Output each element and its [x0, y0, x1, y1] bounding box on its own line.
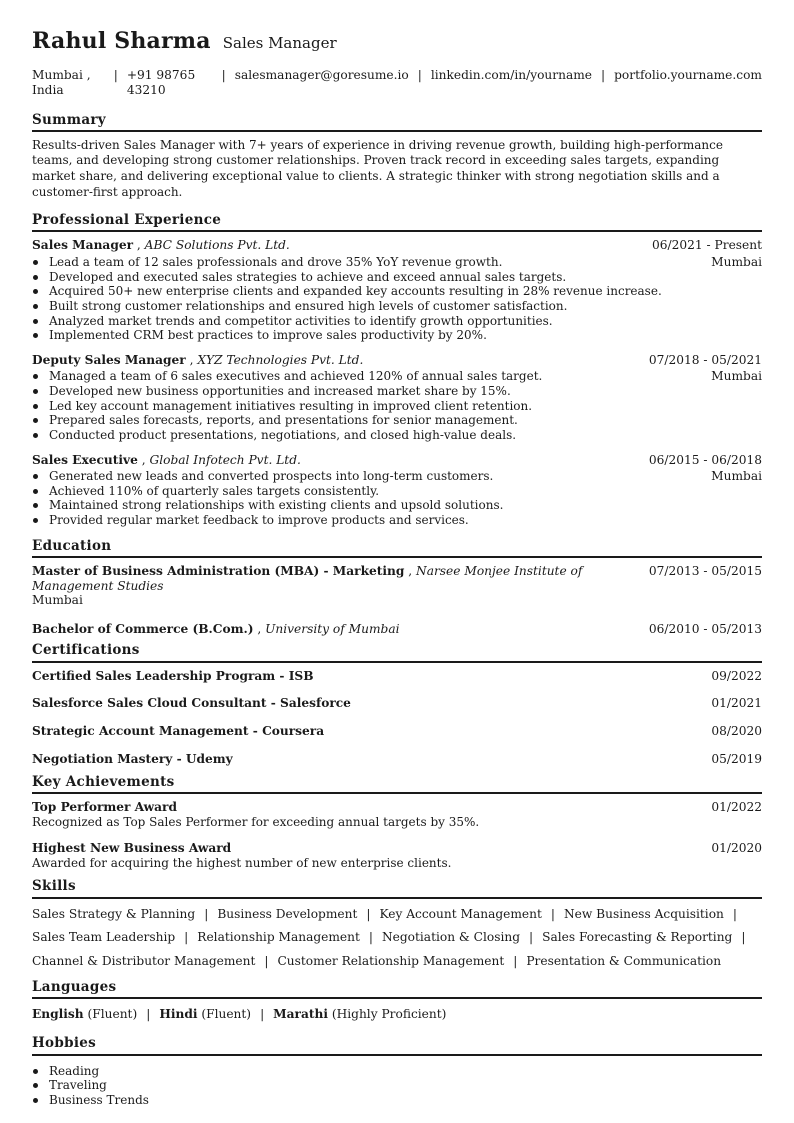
certifications-section [32, 642, 762, 766]
education-entry [32, 622, 762, 637]
skill-item: New Business Acquisition [563, 906, 724, 921]
certification-item [32, 752, 762, 767]
skill-separator: | [550, 906, 555, 921]
contact-separator: | [417, 68, 422, 83]
section-title: Education [32, 538, 762, 558]
certification-date: 09/2022 [711, 668, 762, 683]
language-separator: | [146, 1006, 151, 1021]
job-location: Mumbai [711, 469, 762, 484]
entry-heading: Sales Executive , Global Infotech Pvt. Ltd. [32, 452, 301, 467]
certification-name: Salesforce Sales Cloud Consultant - Salesforce [32, 696, 351, 711]
language-separator: | [260, 1006, 265, 1021]
contact-line [32, 68, 762, 97]
skill-separator: | [204, 906, 209, 921]
list-item: Lead a team of 12 sales professionals and drove 35% YoY revenue growth. [32, 255, 662, 270]
job-dates: 07/2018 - 05/2021 [648, 352, 762, 367]
skill-item: Sales Strategy & Planning [32, 906, 196, 921]
education-entry [32, 564, 762, 608]
list-item: Reading [32, 1064, 762, 1079]
candidate-role: Sales Manager [222, 34, 337, 52]
skill-item: Key Account Management [379, 906, 542, 921]
certification-item [32, 696, 762, 711]
job-location: Mumbai [711, 255, 762, 270]
list-item: Developed new business opportunities and increased market share by 15%. [32, 384, 542, 399]
entry-header [32, 564, 762, 593]
contact-separator: | [221, 68, 226, 83]
experience-section [32, 212, 762, 527]
list-item: Acquired 50+ new enterprise clients and expanded key accounts resulting in 28% revenue increase. [32, 284, 662, 299]
entry-header [32, 800, 762, 815]
skill-separator: | [513, 953, 518, 968]
language-name: Hindi [159, 1006, 198, 1021]
summary-text: Results-driven Sales Manager with 7+ years of experience in driving revenue growth, building high-performance teams, and developing strong customer relationships. Proven track record in exceeding sales targets, expanding market share, and delivering exceptional value to clients. A strategic thinker with strong negotiation skills and a customer-first approach. [32, 137, 723, 199]
contact-separator: | [601, 68, 606, 83]
certification-name: Strategic Account Management - Coursera [32, 723, 325, 738]
skill-item: Negotiation & Closing [382, 930, 521, 945]
languages-section [32, 979, 762, 1022]
list-item: Built strong customer relationships and ensured high levels of customer satisfaction. [32, 299, 662, 314]
section-title: Certifications [32, 642, 762, 662]
entry-heading: Deputy Sales Manager , XYZ Technologies Pvt. Ltd. [32, 352, 364, 367]
responsibility-list [32, 369, 542, 442]
skills-line [32, 930, 762, 945]
education-dates: 06/2010 - 05/2013 [648, 621, 762, 636]
responsibility-list [32, 255, 662, 343]
list-item: Traveling [32, 1078, 762, 1093]
skill-separator: | [529, 930, 534, 945]
hobbies-section [32, 1035, 762, 1107]
contact-phone: +91 98765 43210 [126, 68, 196, 98]
contact-email[interactable]: salesmanager@goresume.io [234, 68, 409, 83]
company-name: Global Infotech Pvt. Ltd. [149, 452, 301, 467]
section-title: Summary [32, 112, 762, 132]
entry-heading: Sales Manager , ABC Solutions Pvt. Ltd. [32, 238, 290, 253]
skills-line [32, 954, 762, 969]
hobbies-list [32, 1064, 762, 1108]
section-title: Professional Experience [32, 212, 762, 232]
skill-separator: | [264, 953, 269, 968]
list-item: Prepared sales forecasts, reports, and presentations for senior management. [32, 413, 542, 428]
job-title: Deputy Sales Manager [32, 352, 186, 367]
section-title: Hobbies [32, 1035, 762, 1055]
job-title: Sales Executive [32, 452, 138, 467]
certification-date: 01/2021 [711, 696, 762, 711]
certification-item [32, 669, 762, 684]
experience-entry [32, 238, 762, 342]
list-item: Generated new leads and converted prospects into long-term customers. [32, 469, 503, 484]
experience-entry [32, 453, 762, 528]
certification-date: 08/2020 [711, 723, 762, 738]
experience-entry [32, 353, 762, 443]
degree-name: Bachelor of Commerce (B.Com.) [32, 621, 254, 636]
job-dates: 06/2021 - Present [652, 238, 762, 253]
skill-item: Sales Team Leadership [32, 930, 176, 945]
list-item: Managed a team of 6 sales executives and achieved 120% of annual sales target. [32, 369, 542, 384]
list-item: Conducted product presentations, negotiations, and closed high-value deals. [32, 428, 542, 443]
language-level: (Fluent) [201, 1006, 252, 1021]
skill-item: Presentation & Communication [526, 953, 722, 968]
company-name: XYZ Technologies Pvt. Ltd. [197, 352, 364, 367]
skill-item: Channel & Distributor Management [32, 953, 256, 968]
entry-heading: Master of Business Administration (MBA) - Marketing , Narsee Monjee Institute of Management Studies [32, 563, 583, 593]
skill-item: Business Development [217, 906, 358, 921]
achievement-item [32, 841, 762, 870]
achievement-description: Recognized as Top Sales Performer for exceeding annual targets by 35%. [32, 815, 480, 830]
language-level: (Fluent) [87, 1006, 138, 1021]
candidate-name: Rahul Sharma [32, 28, 211, 54]
achievements-section [32, 774, 762, 870]
entry-header [32, 841, 762, 856]
education-location: Mumbai [32, 593, 83, 608]
degree-name: Master of Business Administration (MBA) - Marketing [32, 563, 405, 578]
skill-separator: | [366, 906, 371, 921]
skill-separator: | [184, 930, 189, 945]
achievement-description: Awarded for acquiring the highest number of new enterprise clients. [32, 856, 452, 871]
languages-line [32, 1007, 762, 1022]
education-section [32, 538, 762, 637]
contact-portfolio[interactable]: portfolio.yourname.com [614, 68, 762, 83]
language-name: Marathi [273, 1006, 328, 1021]
achievement-item [32, 800, 762, 829]
list-item: Maintained strong relationships with existing clients and upsold solutions. [32, 498, 503, 513]
contact-location: Mumbai , India [32, 68, 91, 98]
list-item: Implemented CRM best practices to improve sales productivity by 20%. [32, 328, 662, 343]
skill-item: Sales Forecasting & Reporting [542, 930, 733, 945]
section-title: Key Achievements [32, 774, 762, 794]
list-item: Achieved 110% of quarterly sales targets consistently. [32, 484, 503, 499]
section-title: Skills [32, 878, 762, 898]
language-level: (Highly Proficient) [331, 1006, 447, 1021]
skills-section [32, 878, 762, 968]
education-dates: 07/2013 - 05/2015 [648, 563, 762, 578]
job-title: Sales Manager [32, 238, 134, 253]
contact-linkedin[interactable]: linkedin.com/in/yourname [430, 68, 592, 83]
list-item: Led key account management initiatives resulting in improved client retention. [32, 399, 542, 414]
school-name: University of Mumbai [265, 621, 400, 636]
skill-separator: | [732, 906, 737, 921]
achievement-date: 01/2022 [711, 800, 762, 815]
certification-date: 05/2019 [711, 751, 762, 766]
list-item: Analyzed market trends and competitor activities to identify growth opportunities. [32, 314, 662, 329]
achievement-name: Top Performer Award [32, 800, 177, 815]
resume-header [32, 28, 762, 54]
company-name: ABC Solutions Pvt. Ltd. [144, 238, 290, 253]
job-dates: 06/2015 - 06/2018 [648, 452, 762, 467]
certification-item [32, 724, 762, 739]
job-location: Mumbai [711, 369, 762, 384]
skill-item: Relationship Management [197, 930, 360, 945]
skill-item: Customer Relationship Management [277, 953, 505, 968]
responsibility-list [32, 469, 503, 528]
section-title: Languages [32, 979, 762, 999]
certification-name: Certified Sales Leadership Program - ISB [32, 668, 314, 683]
skills-line [32, 907, 762, 922]
list-item: Provided regular market feedback to improve products and services. [32, 513, 503, 528]
skill-separator: | [741, 930, 746, 945]
summary-section [32, 112, 762, 201]
achievement-date: 01/2020 [711, 841, 762, 856]
certification-name: Negotiation Mastery - Udemy [32, 751, 233, 766]
entry-header [32, 622, 762, 637]
language-name: English [32, 1006, 84, 1021]
school-name: Narsee Monjee Institute of Management Studies [32, 563, 583, 593]
skill-separator: | [368, 930, 373, 945]
list-item: Developed and executed sales strategies to achieve and exceed annual sales targets. [32, 270, 662, 285]
entry-heading: Bachelor of Commerce (B.Com.) , University of Mumbai [32, 621, 400, 636]
entry-subheader [32, 239, 762, 343]
list-item: Business Trends [32, 1093, 762, 1108]
contact-separator: | [113, 68, 118, 83]
achievement-name: Highest New Business Award [32, 841, 232, 856]
